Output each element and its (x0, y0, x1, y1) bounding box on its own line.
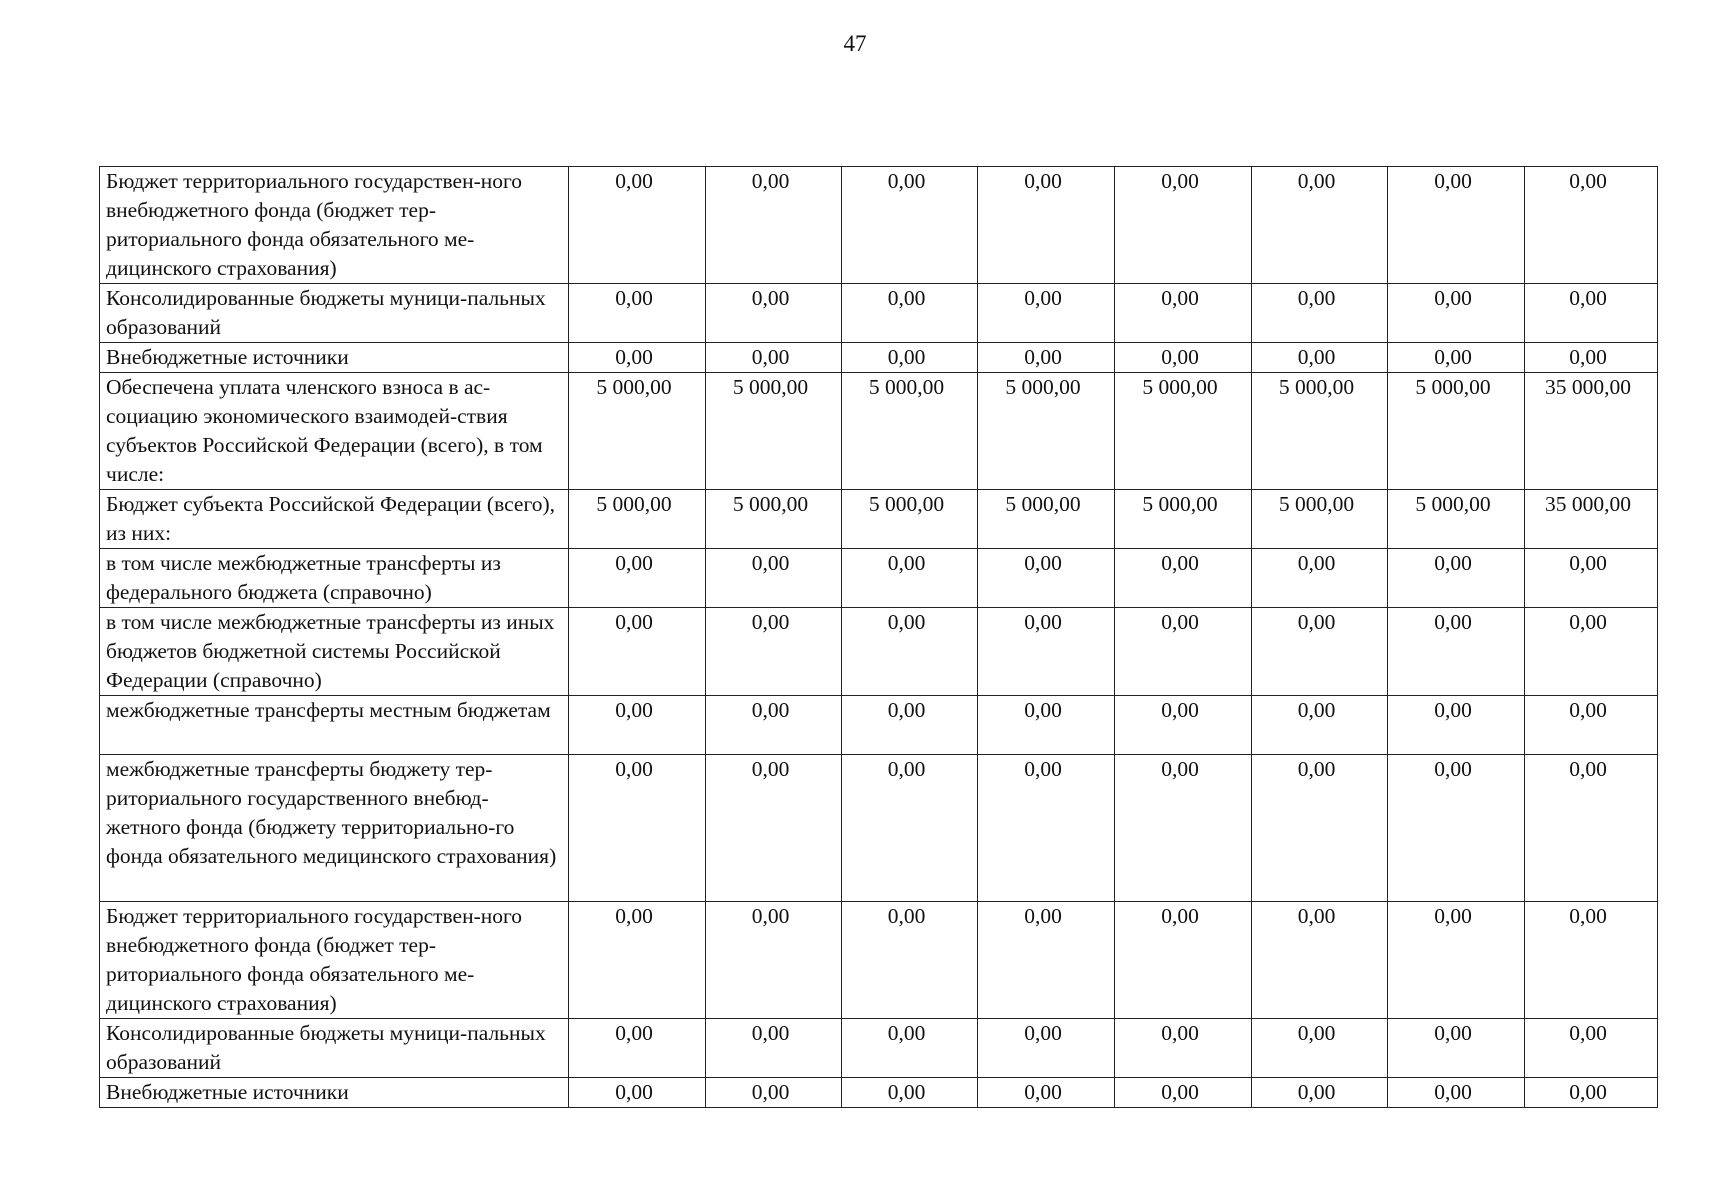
page-number: 47 (843, 31, 867, 56)
value-cell: 0,00 (706, 696, 842, 755)
value-cell: 0,00 (842, 1019, 978, 1078)
value-cell: 0,00 (1388, 549, 1525, 608)
value-cell: 0,00 (1388, 1078, 1525, 1108)
value-cell: 0,00 (842, 902, 978, 1019)
value-cell: 0,00 (1252, 608, 1388, 696)
row-label: межбюджетные трансферты местным бюджетам (100, 696, 569, 755)
value-cell: 0,00 (1388, 696, 1525, 755)
value-cell: 0,00 (842, 167, 978, 284)
total-cell: 35 000,00 (1525, 373, 1658, 490)
value-cell: 5 000,00 (706, 373, 842, 490)
value-cell: 0,00 (978, 1078, 1115, 1108)
value-cell: 0,00 (842, 696, 978, 755)
value-cell: 0,00 (1252, 1078, 1388, 1108)
total-cell: 0,00 (1525, 167, 1658, 284)
value-cell: 0,00 (978, 343, 1115, 373)
value-cell: 0,00 (1252, 696, 1388, 755)
value-cell: 0,00 (1388, 284, 1525, 343)
value-cell: 0,00 (1252, 549, 1388, 608)
row-label: Бюджет субъекта Российской Федерации (всего), из них: (100, 490, 569, 549)
row-label: Консолидированные бюджеты муници-пальных образований (100, 284, 569, 343)
value-cell: 0,00 (842, 1078, 978, 1108)
value-cell: 0,00 (706, 902, 842, 1019)
total-cell: 35 000,00 (1525, 490, 1658, 549)
table-row (100, 549, 1658, 608)
value-cell: 0,00 (842, 549, 978, 608)
value-cell: 0,00 (1252, 902, 1388, 1019)
row-label: Консолидированные бюджеты муници-пальных образований (100, 1019, 569, 1078)
value-cell: 0,00 (1252, 167, 1388, 284)
value-cell: 0,00 (569, 343, 706, 373)
value-cell: 0,00 (842, 755, 978, 902)
value-cell: 0,00 (1252, 1019, 1388, 1078)
value-cell: 0,00 (978, 902, 1115, 1019)
table-row (100, 284, 1658, 343)
value-cell: 0,00 (1252, 755, 1388, 902)
value-cell: 0,00 (569, 1078, 706, 1108)
row-label: в том числе межбюджетные трансферты из федерального бюджета (справочно) (100, 549, 569, 608)
table-row (100, 755, 1658, 902)
row-label: межбюджетные трансферты бюджету тер-риториального государственного внебюд-жетного фонда (бюджету территориально-го фонда обязательного медицинского страхования) (100, 755, 569, 902)
value-cell: 0,00 (569, 549, 706, 608)
budget-table (99, 166, 1658, 1108)
value-cell: 0,00 (706, 1019, 842, 1078)
row-label: в том числе межбюджетные трансферты из иных бюджетов бюджетной системы Российской Федерации (справочно) (100, 608, 569, 696)
value-cell: 0,00 (1388, 167, 1525, 284)
value-cell: 0,00 (978, 696, 1115, 755)
value-cell: 0,00 (1115, 1078, 1252, 1108)
value-cell: 0,00 (978, 167, 1115, 284)
table-row (100, 167, 1658, 284)
value-cell: 0,00 (1115, 284, 1252, 343)
value-cell: 0,00 (978, 755, 1115, 902)
value-cell: 0,00 (1115, 755, 1252, 902)
value-cell: 5 000,00 (1115, 373, 1252, 490)
table-row (100, 343, 1658, 373)
row-label: Внебюджетные источники (100, 343, 569, 373)
table-row (100, 696, 1658, 755)
value-cell: 5 000,00 (1388, 373, 1525, 490)
value-cell: 5 000,00 (1115, 490, 1252, 549)
value-cell: 0,00 (706, 167, 842, 284)
value-cell: 0,00 (1115, 1019, 1252, 1078)
value-cell: 5 000,00 (569, 490, 706, 549)
value-cell: 0,00 (569, 1019, 706, 1078)
total-cell: 0,00 (1525, 549, 1658, 608)
value-cell: 0,00 (569, 608, 706, 696)
value-cell: 5 000,00 (842, 373, 978, 490)
value-cell: 0,00 (978, 608, 1115, 696)
value-cell: 0,00 (842, 608, 978, 696)
total-cell: 0,00 (1525, 755, 1658, 902)
table-row (100, 373, 1658, 490)
value-cell: 0,00 (1388, 343, 1525, 373)
value-cell: 0,00 (706, 284, 842, 343)
value-cell: 0,00 (1388, 755, 1525, 902)
table-row (100, 1078, 1658, 1108)
value-cell: 0,00 (706, 549, 842, 608)
value-cell: 0,00 (706, 755, 842, 902)
value-cell: 5 000,00 (1252, 373, 1388, 490)
value-cell: 0,00 (978, 549, 1115, 608)
table-row (100, 608, 1658, 696)
value-cell: 0,00 (1115, 549, 1252, 608)
value-cell: 0,00 (569, 167, 706, 284)
total-cell: 0,00 (1525, 608, 1658, 696)
value-cell: 5 000,00 (842, 490, 978, 549)
table-row (100, 1019, 1658, 1078)
value-cell: 0,00 (569, 755, 706, 902)
value-cell: 5 000,00 (1252, 490, 1388, 549)
value-cell: 0,00 (1115, 167, 1252, 284)
row-label: Бюджет территориального государствен-ного внебюджетного фонда (бюджет тер-риториального фонда обязательного ме-дицинского страхования) (100, 902, 569, 1019)
value-cell: 0,00 (1115, 902, 1252, 1019)
value-cell: 5 000,00 (1388, 490, 1525, 549)
table-row (100, 902, 1658, 1019)
value-cell: 0,00 (1388, 608, 1525, 696)
total-cell: 0,00 (1525, 343, 1658, 373)
value-cell: 0,00 (842, 284, 978, 343)
value-cell: 5 000,00 (978, 490, 1115, 549)
value-cell: 5 000,00 (978, 373, 1115, 490)
value-cell: 0,00 (706, 343, 842, 373)
value-cell: 0,00 (1115, 343, 1252, 373)
value-cell: 0,00 (978, 1019, 1115, 1078)
table-row (100, 490, 1658, 549)
value-cell: 5 000,00 (706, 490, 842, 549)
value-cell: 0,00 (706, 1078, 842, 1108)
value-cell: 0,00 (978, 284, 1115, 343)
value-cell: 0,00 (1252, 284, 1388, 343)
value-cell: 0,00 (1115, 696, 1252, 755)
value-cell: 0,00 (569, 696, 706, 755)
value-cell: 0,00 (569, 284, 706, 343)
total-cell: 0,00 (1525, 902, 1658, 1019)
value-cell: 0,00 (1252, 343, 1388, 373)
value-cell: 0,00 (1115, 608, 1252, 696)
value-cell: 0,00 (569, 902, 706, 1019)
value-cell: 0,00 (842, 343, 978, 373)
value-cell: 5 000,00 (569, 373, 706, 490)
total-cell: 0,00 (1525, 1078, 1658, 1108)
value-cell: 0,00 (706, 608, 842, 696)
total-cell: 0,00 (1525, 1019, 1658, 1078)
row-label: Бюджет территориального государствен-ного внебюджетного фонда (бюджет тер-риториального фонда обязательного ме-дицинского страхования) (100, 167, 569, 284)
value-cell: 0,00 (1388, 1019, 1525, 1078)
row-label: Внебюджетные источники (100, 1078, 569, 1108)
total-cell: 0,00 (1525, 696, 1658, 755)
total-cell: 0,00 (1525, 284, 1658, 343)
row-label: Обеспечена уплата членского взноса в ас-социацию экономического взаимодей-ствия субъектов Российской Федерации (всего), в том числе: (100, 373, 569, 490)
value-cell: 0,00 (1388, 902, 1525, 1019)
